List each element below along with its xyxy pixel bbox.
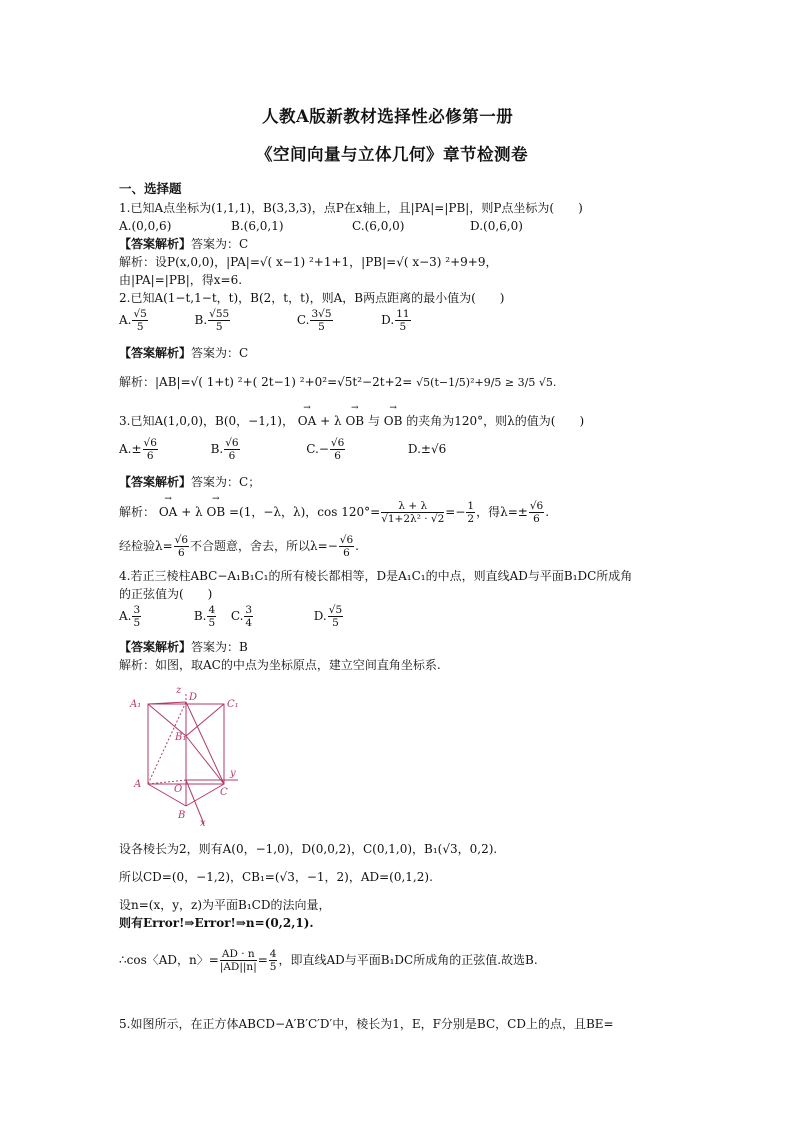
q2-stem: 2.已知A(1−t,1−t，t)，B(2，t，t)，则A，B两点距离的最小值为( ) [119, 291, 505, 305]
label-z: z [176, 685, 182, 696]
document-title: 人教A版新教材选择性必修第一册 [262, 107, 514, 126]
document-subtitle: 《空间向量与立体几何》章节检测卷 [256, 145, 528, 164]
q2-frac-b: $\frac{√55}{5}$ [209, 308, 230, 334]
q4-line-3: 设n=(x，y，z)为平面B₁CD的法向量， [119, 898, 331, 912]
q3-frac-c: $\frac{√6}{6}$ [330, 437, 345, 463]
q4-solution: 解析：如图，取AC的中点为坐标原点，建立空间直角坐标系. [119, 658, 441, 672]
q1-option-b: B.(6,0,1) [231, 219, 284, 233]
q2-frac-a: $\frac{√5}{5}$ [133, 308, 147, 334]
label-b1: B₁ [175, 732, 187, 743]
section-heading: 一、选择题 [119, 181, 182, 196]
q2-options [119, 308, 412, 333]
vector-ob: → OB [345, 415, 364, 427]
label-y: y [230, 768, 236, 779]
q4-answer: 【答案解析】答案为：B [119, 640, 248, 654]
q1-solution-1: 解析：设P(x,0,0)，|PA|=√( x−1) ²+1+1，|PB|=√( x−3) ²+9+9， [119, 255, 498, 269]
vector-ob: → OB [384, 415, 403, 427]
answer-tag: 【答案解析】 [119, 237, 192, 251]
q1-option-a: A.(0,0,6) [119, 219, 172, 233]
label-a1: A₁ [130, 699, 142, 710]
q2-option-b: B. [194, 313, 208, 328]
q4-line-5: ∴cos〈AD，n〉= $\frac{AD \cdot n}{|AD||n|}$ = $\frac{4}{5}$ ，即直线AD与平面B₁DC所成角的正弦值.故选B. [119, 948, 538, 974]
q2-option-a: A. [119, 313, 132, 328]
q3-stem: 3.已知A(1,0,0)，B(0，−1,1)， → OA + λ → OB 与 → OB 的夹角为120°，则λ的值为( ) [119, 415, 584, 427]
q1-answer [119, 238, 248, 250]
q3-frac-a: $\frac{√6}{6}$ [143, 437, 157, 463]
q1-option-d: D.(0,6,0) [470, 219, 523, 233]
q2-answer: 【答案解析】答案为：C [119, 346, 249, 360]
q4-line-2: 所以CD=(0，−1,2)，CB₁=(√3，−1，2)，AD=(0,1,2). [119, 870, 433, 884]
q3-option-d: D.±√6 [407, 442, 447, 457]
label-x: x [200, 818, 206, 828]
q1-option-c: C.(6,0,0) [352, 219, 405, 233]
q3-options: A.± $\frac{√6}{6}$ B. $\frac{√6}{6}$ C.− $\frac{√6}{6}$ D.±√6 [119, 437, 447, 463]
q3-answer: 【答案解析】答案为：C； [119, 475, 261, 489]
q4-options: A. $\frac{3}{5}$ B. $\frac{4}{5}$ C. $\frac{3}{4}$ D. $\frac{√5}{5}$ [119, 604, 343, 630]
label-c: C [220, 787, 228, 798]
prism-figure [126, 684, 250, 828]
q4-stem-1: 4.若正三棱柱ABC−A₁B₁C₁的所有棱长都相等，D是A₁C₁的中点，则直线AD与平面B₁DC所成角 [119, 569, 633, 583]
label-b: B [178, 810, 186, 821]
q2-option-c: C. [296, 313, 310, 328]
q3-solution: 解析： → OA + λ → OB =(1，−λ，λ)，cos 120°= $\frac{\lambda + \lambda}{\text{√1+2λ² · √2}}$ =− $\frac{1}{2}$ ，得λ=± $\frac{√6}{6}$ . [119, 500, 549, 525]
q4-cos-frac: $\frac{AD \cdot n}{|AD||n|}$ [219, 948, 257, 974]
q2-solution: 解析：|AB|=√( 1+t) ²+( 2t−1) ²+0²=√5t²−2t+2= √5(t−1/5)²+9/5 ≥ 3/5 √5. [119, 375, 557, 389]
label-c1: C₁ [227, 699, 239, 710]
q4-stem-2: 的正弦值为( ) [119, 587, 213, 601]
q3-check: 经检验λ= $\frac{√6}{6}$ 不合题意，舍去，所以λ=− $\frac{√6}{6}$ . [119, 534, 359, 560]
q4-line-4: 则有Error!⇒Error!⇒n=(0,2,1). [119, 916, 314, 930]
label-d: D [189, 692, 198, 703]
q1-stem: 1.已知A点坐标为(1,1,1)，B(3,3,3)，点P在x轴上，且|PA|=|PB|，则P点坐标为( ) [119, 201, 583, 215]
label-a: A [134, 779, 142, 790]
q1-solution-2: 由|PA|=|PB|，得x=6. [119, 273, 243, 287]
vector-oa: → OA [298, 415, 317, 427]
q2-frac-c: $\frac{3√5}{5}$ [311, 308, 332, 334]
q4-line-1: 设各棱长为2，则有A(0，−1,0)，D(0,0,2)，C(0,1,0)，B₁(√3，0,2). [119, 842, 498, 856]
label-o: O [174, 784, 183, 795]
q2-option-d: D. [381, 313, 395, 328]
q2-solution-tail: √5(t−1/5)²+9/5 ≥ 3/5 √5. [416, 376, 557, 389]
q1-answer-text: 答案为：C [191, 237, 249, 251]
q3-frac-b: $\frac{√6}{6}$ [225, 437, 239, 463]
q5-stem: 5.如图所示，在正方体ABCD−A′B′C′D′中，棱长为1，E，F分别是BC，CD上的点，且BE= [119, 1017, 614, 1031]
q2-frac-d: $\frac{11}{5}$ [396, 308, 410, 334]
q3-cos-frac: $\frac{\lambda + \lambda}{\text{√1+2λ² · √2}}$ [381, 500, 445, 526]
